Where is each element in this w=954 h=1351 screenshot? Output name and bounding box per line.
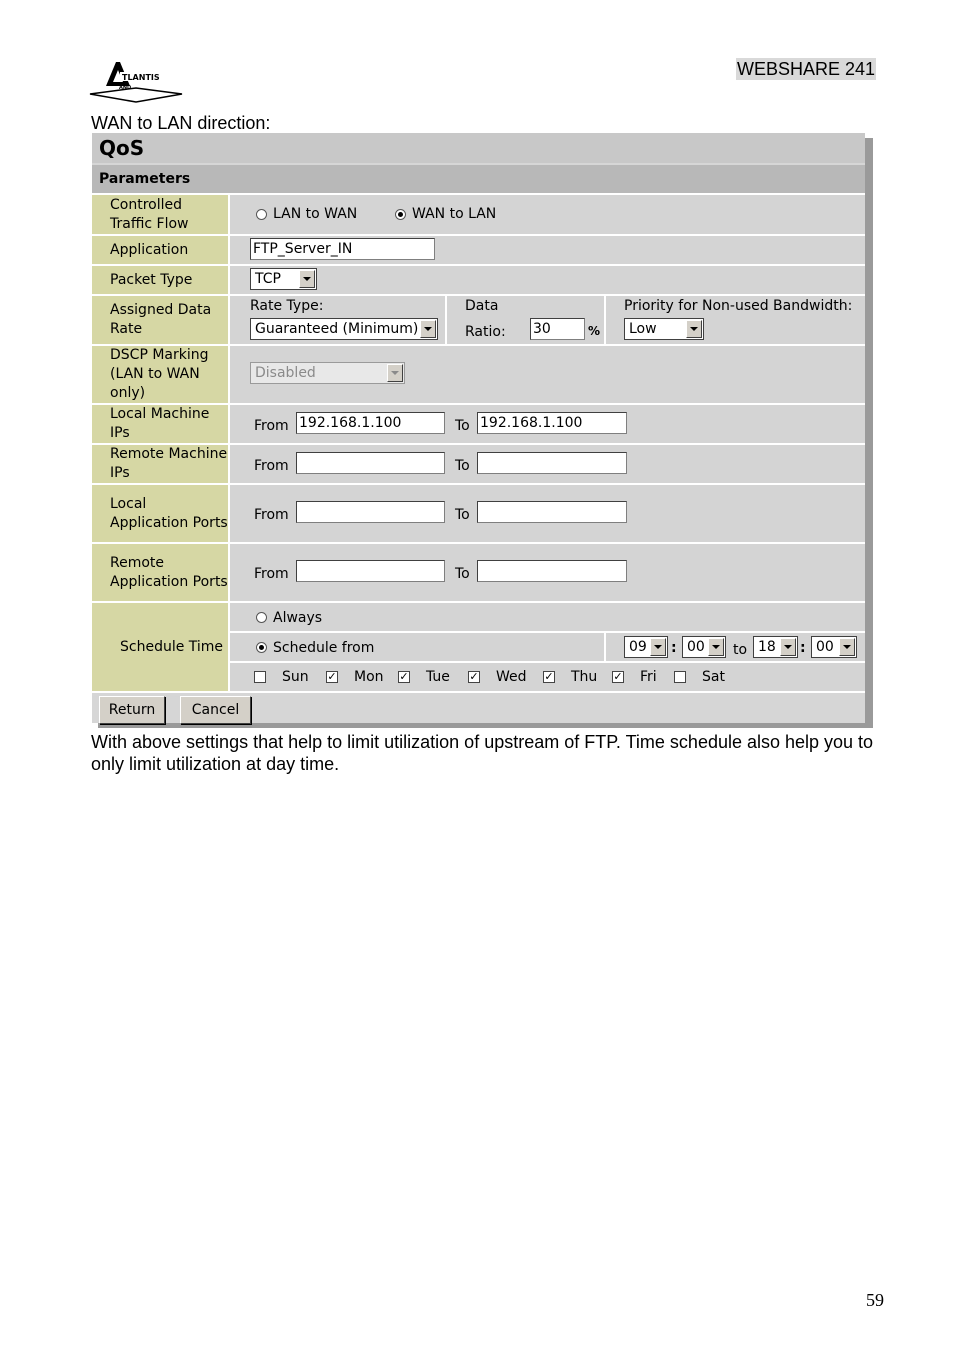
to-label: To (455, 418, 470, 434)
radio-lan-to-wan-label: LAN to WAN (273, 206, 358, 222)
row-buttons (92, 691, 865, 723)
label-controlled-traffic-flow: Controlled Traffic Flow (92, 195, 230, 234)
chevron-down-icon (686, 320, 702, 338)
priority-value: Low (629, 321, 657, 337)
divider (230, 661, 865, 663)
remote-ip-to-input[interactable] (477, 452, 627, 474)
label-packet-type: Packet Type (92, 266, 230, 294)
priority-label: Priority for Non-used Bandwidth: (624, 298, 853, 314)
local-ip-from-input[interactable]: 192.168.1.100 (296, 412, 445, 434)
checkbox-sun[interactable] (254, 671, 266, 683)
from-label: From (254, 418, 289, 434)
divider (604, 633, 606, 661)
colon: : (800, 640, 806, 656)
svg-text:TLANTIS: TLANTIS (122, 73, 160, 82)
row-local-machine-ips (92, 403, 865, 443)
label-schedule-time: Schedule Time (92, 603, 230, 691)
chevron-down-icon (299, 270, 315, 288)
start-minute-select[interactable] (682, 636, 726, 658)
return-button[interactable]: Return (99, 696, 165, 724)
radio-always[interactable] (256, 612, 267, 623)
product-name: WEBSHARE 241 (737, 59, 876, 79)
start-minute-value: 00 (687, 639, 705, 655)
ratio-input[interactable]: 30 (530, 318, 585, 340)
end-minute-value: 00 (816, 639, 834, 655)
percent-sign: % (588, 324, 601, 338)
day-label-sat: Sat (702, 669, 725, 685)
start-hour-value: 09 (629, 639, 647, 655)
day-label-wed: Wed (496, 669, 527, 685)
parameters-header: Parameters (92, 165, 865, 193)
rate-type-select[interactable] (250, 318, 438, 340)
row-schedule-time (92, 601, 865, 691)
qos-title: QoS (92, 133, 865, 163)
label-local-machine-ips: Local Machine IPs (92, 405, 230, 443)
row-dscp-marking (92, 344, 865, 403)
local-port-to-input[interactable] (477, 501, 627, 523)
to-label: To (455, 566, 470, 582)
intro-text: WAN to LAN direction: (91, 113, 271, 133)
chevron-down-icon (420, 320, 436, 338)
chevron-down-icon (708, 638, 724, 656)
day-label-thu: Thu (571, 669, 598, 685)
row-local-application-ports (92, 483, 865, 542)
radio-wan-to-lan[interactable] (395, 209, 406, 220)
label-assigned-data-rate: Assigned Data Rate (92, 296, 230, 344)
day-label-sun: Sun (282, 669, 309, 685)
end-minute-select[interactable] (811, 636, 857, 658)
end-hour-value: 18 (758, 639, 776, 655)
to-label: To (455, 507, 470, 523)
from-label: From (254, 458, 289, 474)
chevron-down-icon (780, 638, 796, 656)
chevron-down-icon (650, 638, 666, 656)
chevron-down-icon (839, 638, 855, 656)
label-remote-application-ports: Remote Application Ports (92, 544, 230, 601)
checkbox-sat[interactable] (674, 671, 686, 683)
remote-port-from-input[interactable] (296, 560, 445, 582)
dscp-value: Disabled (255, 365, 316, 381)
row-remote-application-ports (92, 542, 865, 601)
application-input[interactable]: FTP_Server_IN (250, 238, 435, 260)
divider (445, 296, 447, 344)
to-label: To (455, 458, 470, 474)
data-label: Data (465, 298, 499, 314)
remote-port-to-input[interactable] (477, 560, 627, 582)
local-ip-to-input[interactable]: 192.168.1.100 (477, 412, 627, 434)
dscp-select[interactable] (250, 362, 405, 384)
checkbox-fri[interactable]: ✓ (613, 670, 623, 683)
chevron-down-icon (387, 364, 403, 382)
remote-ip-from-input[interactable] (296, 452, 445, 474)
page-number: 59 (866, 1290, 884, 1310)
row-packet-type (92, 264, 865, 294)
day-label-fri: Fri (640, 669, 657, 685)
from-label: From (254, 566, 289, 582)
qos-panel (92, 133, 865, 723)
local-port-from-input[interactable] (296, 501, 445, 523)
day-label-mon: Mon (354, 669, 384, 685)
day-label-tue: Tue (426, 669, 450, 685)
divider (604, 296, 606, 344)
label-application: Application (92, 236, 230, 264)
colon: : (671, 640, 677, 656)
checkbox-mon[interactable]: ✓ (327, 670, 337, 683)
checkbox-tue[interactable]: ✓ (399, 670, 409, 683)
radio-schedule-from-label: Schedule from (273, 640, 375, 656)
packet-type-select[interactable] (250, 268, 317, 290)
label-local-application-ports: Local Application Ports (92, 485, 230, 542)
checkbox-wed[interactable]: ✓ (469, 670, 479, 683)
rate-type-label: Rate Type: (250, 298, 324, 314)
divider (230, 631, 865, 633)
radio-wan-to-lan-label: WAN to LAN (412, 206, 497, 222)
label-dscp-marking: DSCP Marking (LAN to WAN only) (92, 346, 230, 403)
svg-text:AND: AND (119, 85, 132, 91)
rate-type-value: Guaranteed (Minimum) (255, 321, 419, 337)
priority-select[interactable] (624, 318, 704, 340)
label-remote-machine-ips: Remote Machine IPs (92, 445, 230, 483)
row-application (92, 234, 865, 264)
to-label: to (733, 642, 748, 658)
radio-lan-to-wan[interactable] (256, 209, 267, 220)
packet-type-value: TCP (255, 271, 281, 287)
ratio-label: Ratio: (465, 324, 506, 340)
radio-always-label: Always (273, 610, 323, 626)
row-remote-machine-ips (92, 443, 865, 483)
row-controlled-traffic-flow (92, 193, 865, 234)
start-hour-select[interactable] (624, 636, 668, 658)
end-hour-select[interactable] (753, 636, 798, 658)
footer-text: With above settings that help to limit utilization of upstream of FTP. Time schedule also help you to only limit utilization at day time. (91, 732, 874, 774)
cancel-button[interactable]: Cancel (180, 696, 251, 724)
radio-schedule-from[interactable] (256, 642, 267, 653)
from-label: From (254, 507, 289, 523)
row-assigned-data-rate (92, 294, 865, 344)
atlantis-logo-icon (86, 58, 186, 104)
checkbox-thu[interactable]: ✓ (544, 670, 554, 683)
